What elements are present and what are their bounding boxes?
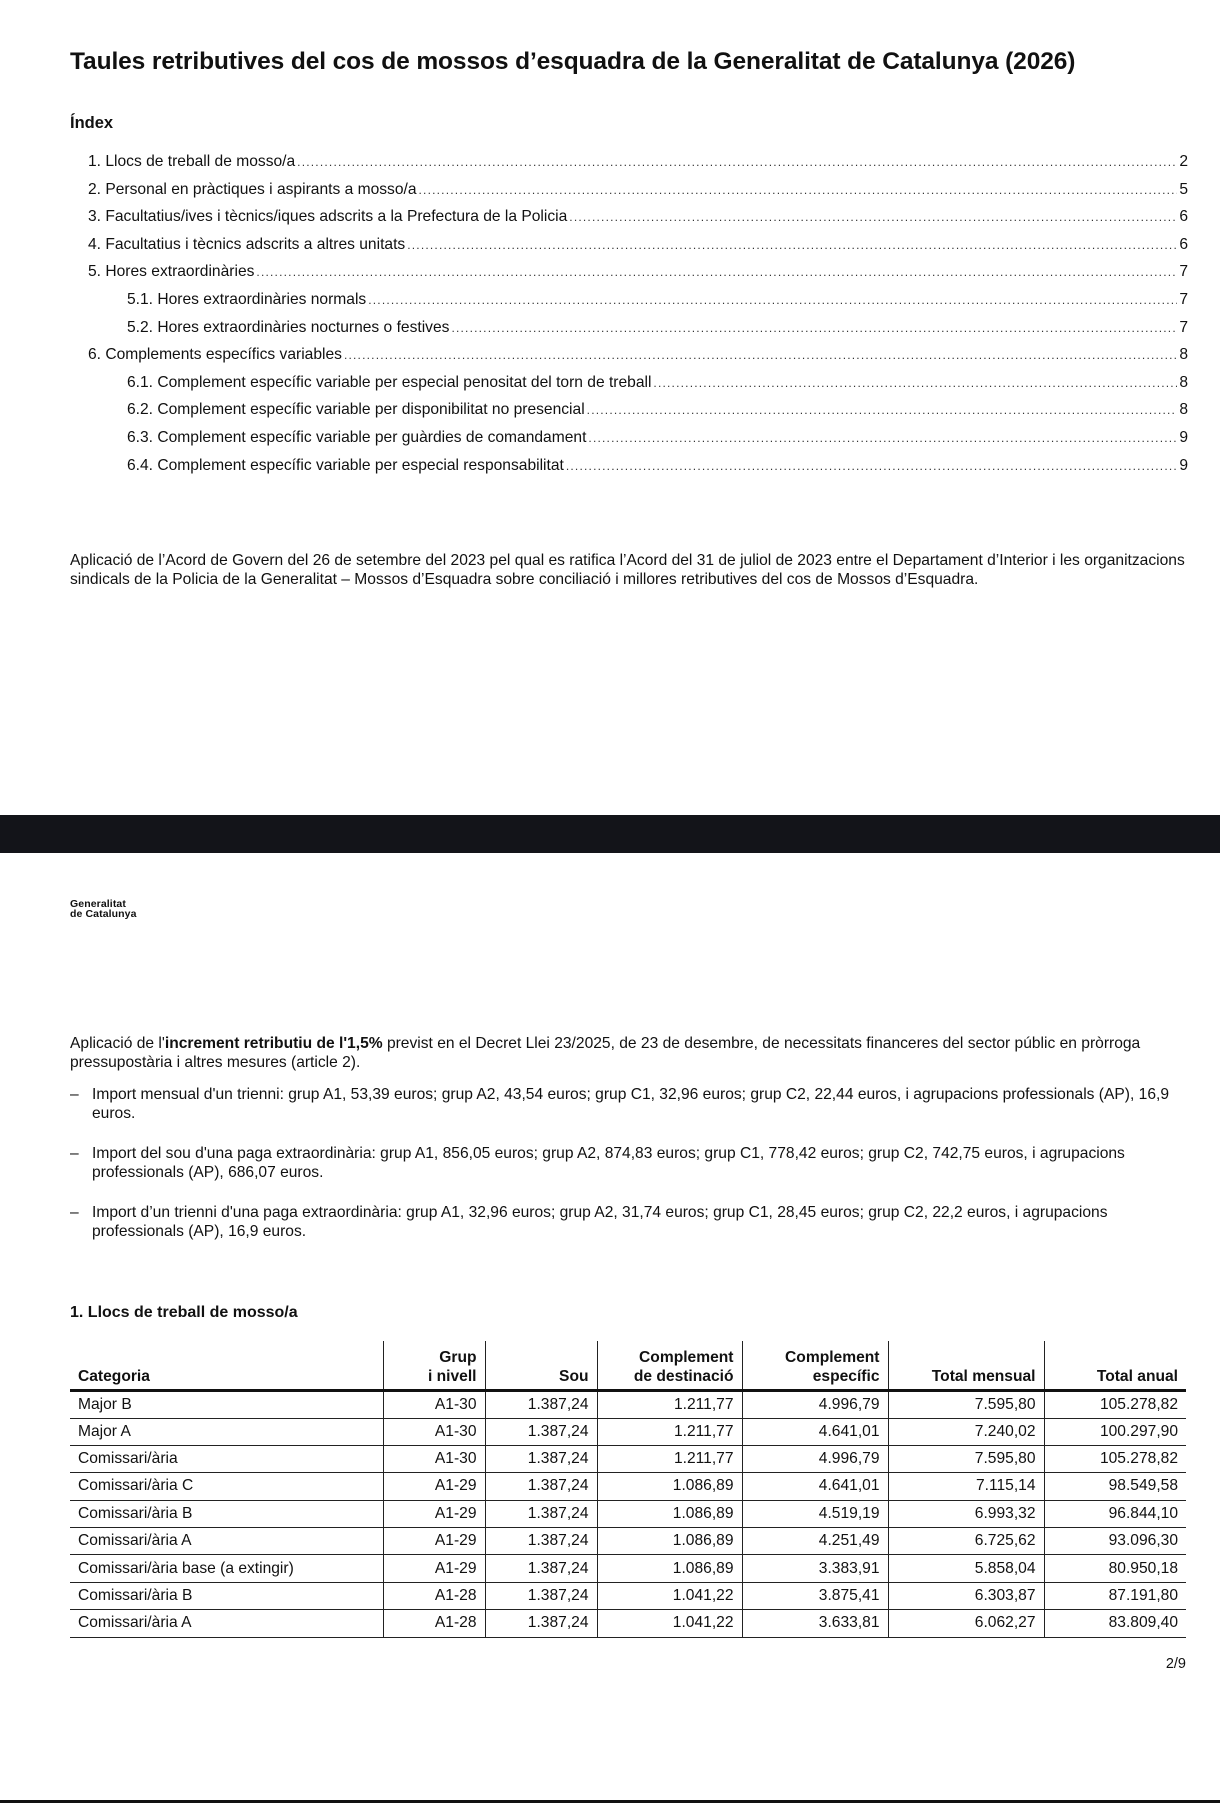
toc-item[interactable]: 3. Facultatius/ives i tècnics/iques adscrits a la Prefectura de la Policia ..... 6 bbox=[88, 208, 1188, 236]
column-header-total-anual: Total anual bbox=[1044, 1341, 1186, 1390]
cell-total-mensual: 7.115,14 bbox=[888, 1473, 1044, 1500]
cell-complement-destinacio: 1.086,89 bbox=[597, 1528, 742, 1555]
leader-dots bbox=[419, 183, 1178, 197]
cell-categoria: Major B bbox=[70, 1390, 383, 1418]
cell-complement-especific: 3.383,91 bbox=[742, 1555, 888, 1582]
logo-line-1: Generalitat bbox=[70, 898, 126, 910]
cell-total-anual: 87.191,80 bbox=[1044, 1582, 1186, 1609]
dash-marker: – bbox=[70, 1086, 79, 1103]
toc-subitem[interactable]: 6.1. Complement específic variable per especial penositat del torn de treball ..... 8 bbox=[88, 374, 1188, 402]
cell-total-mensual: 6.725,62 bbox=[888, 1528, 1044, 1555]
cell-total-mensual: 6.303,87 bbox=[888, 1582, 1044, 1609]
bullet-item bbox=[70, 1144, 1200, 1183]
table-row bbox=[70, 1473, 1186, 1500]
table-row bbox=[70, 1610, 1186, 1637]
cell-total-anual: 83.809,40 bbox=[1044, 1610, 1186, 1637]
toc-subitem[interactable]: 6.2. Complement específic variable per disponibilitat no presencial ..... 8 bbox=[88, 401, 1188, 429]
leader-dots bbox=[569, 210, 1177, 224]
cell-complement-destinacio: 1.086,89 bbox=[597, 1500, 742, 1527]
dash-marker: – bbox=[70, 1144, 79, 1162]
cell-grup-nivell: A1-30 bbox=[383, 1445, 485, 1472]
toc-item[interactable]: 4. Facultatius i tècnics adscrits a altres unitats ..... 6 bbox=[88, 236, 1188, 264]
page-separator bbox=[0, 815, 1220, 853]
toc-page-number: 2 bbox=[1179, 153, 1188, 170]
column-header-sou: Sou bbox=[485, 1341, 597, 1390]
cell-categoria: Comissari/ària A bbox=[70, 1610, 383, 1637]
cell-complement-especific: 3.875,41 bbox=[742, 1582, 888, 1609]
bullet-text: Import del sou d'una paga extraordinària: grup A1, 856,05 euros; grup A2, 874,83 euros; grup C1, 778,42 euros; grup C2, 742,75 euros, i agrupacions professionals (AP), 686,07 euros. bbox=[92, 1144, 1125, 1182]
cell-sou: 1.387,24 bbox=[485, 1418, 597, 1445]
leader-dots bbox=[451, 321, 1177, 335]
generalitat-logo bbox=[70, 899, 137, 919]
bullet-text: Import d’un trienni d'una paga extraordinària: grup A1, 32,96 euros; grup A2, 31,74 euros; grup C1, 28,45 euros; grup C2, 22,2 euros, i agrupacions professionals (AP), 16,9 euros. bbox=[92, 1203, 1108, 1241]
leader-dots bbox=[588, 431, 1177, 445]
leader-dots bbox=[587, 403, 1178, 417]
table-of-contents bbox=[88, 153, 1188, 484]
cell-grup-nivell: A1-28 bbox=[383, 1610, 485, 1637]
toc-page-number: 9 bbox=[1179, 456, 1188, 474]
intro-paragraph: Aplicació de l’Acord de Govern del 26 de setembre del 2023 pel qual es ratifica l’Acord del 31 de juliol de 2023 entre el Departament d’Interior i les organitzacions sindicals de la Policia de la Generalitat – Mossos d’Esquadra sobre conciliació i millores retributives del cos de Mossos d’Esquadra. bbox=[70, 552, 1185, 589]
cell-sou: 1.387,24 bbox=[485, 1528, 597, 1555]
section-title: 1. Llocs de treball de mosso/a bbox=[70, 1304, 298, 1321]
leader-dots bbox=[653, 376, 1177, 390]
column-header-complement-destinacio: Complement de destinació bbox=[597, 1341, 742, 1390]
leader-dots bbox=[368, 293, 1177, 307]
table-row bbox=[70, 1390, 1186, 1418]
toc-page-number: 7 bbox=[1179, 290, 1188, 308]
cell-total-anual: 93.096,30 bbox=[1044, 1528, 1186, 1555]
cell-sou: 1.387,24 bbox=[485, 1582, 597, 1609]
cell-sou: 1.387,24 bbox=[485, 1445, 597, 1472]
leader-dots bbox=[407, 238, 1177, 252]
increment-paragraph bbox=[70, 1034, 1200, 1073]
cell-sou: 1.387,24 bbox=[485, 1555, 597, 1582]
cell-complement-especific: 4.251,49 bbox=[742, 1528, 888, 1555]
page-number: 2/9 bbox=[1165, 1656, 1186, 1672]
cell-complement-destinacio: 1.041,22 bbox=[597, 1610, 742, 1637]
toc-subitem[interactable]: 5.2. Hores extraordinàries nocturnes o festives ..... 7 bbox=[88, 319, 1188, 347]
column-header-grup: Grup i nivell bbox=[383, 1341, 485, 1390]
cell-grup-nivell: A1-29 bbox=[383, 1500, 485, 1527]
cell-total-anual: 96.844,10 bbox=[1044, 1500, 1186, 1527]
cell-total-mensual: 6.993,32 bbox=[888, 1500, 1044, 1527]
toc-page-number: 8 bbox=[1179, 401, 1188, 419]
cell-total-anual: 80.950,18 bbox=[1044, 1555, 1186, 1582]
toc-page-number: 7 bbox=[1179, 263, 1188, 281]
cell-total-mensual: 7.595,80 bbox=[888, 1445, 1044, 1472]
cell-complement-destinacio: 1.211,77 bbox=[597, 1390, 742, 1418]
cell-total-mensual: 7.595,80 bbox=[888, 1390, 1044, 1418]
increment-prefix: Aplicació de l' bbox=[70, 1035, 165, 1052]
cell-total-anual: 105.278,82 bbox=[1044, 1390, 1186, 1418]
index-heading: Índex bbox=[70, 114, 114, 132]
cell-grup-nivell: A1-29 bbox=[383, 1528, 485, 1555]
table-row bbox=[70, 1555, 1186, 1582]
document-page-1 bbox=[0, 0, 1220, 815]
cell-complement-especific: 4.641,01 bbox=[742, 1473, 888, 1500]
leader-dots bbox=[566, 459, 1177, 473]
table-row bbox=[70, 1445, 1186, 1472]
cell-total-mensual: 6.062,27 bbox=[888, 1610, 1044, 1637]
toc-item[interactable]: 2. Personal en pràctiques i aspirants a mosso/a ..... 5 bbox=[88, 181, 1188, 209]
cell-categoria: Comissari/ària A bbox=[70, 1528, 383, 1555]
table-row bbox=[70, 1418, 1186, 1445]
bullet-item bbox=[70, 1085, 1200, 1124]
cell-sou: 1.387,24 bbox=[485, 1473, 597, 1500]
toc-page-number: 6 bbox=[1179, 208, 1188, 226]
toc-subitem[interactable]: 6.4. Complement específic variable per especial responsabilitat ..... 9 bbox=[88, 457, 1188, 485]
table-row bbox=[70, 1528, 1186, 1555]
cell-total-anual: 100.297,90 bbox=[1044, 1418, 1186, 1445]
cell-complement-destinacio: 1.086,89 bbox=[597, 1555, 742, 1582]
toc-item[interactable]: 6. Complements específics variables ..... 8 bbox=[88, 346, 1188, 374]
bullet-item bbox=[70, 1203, 1200, 1242]
toc-page-number: 9 bbox=[1179, 428, 1188, 446]
cell-total-anual: 105.278,82 bbox=[1044, 1445, 1186, 1472]
cell-categoria: Comissari/ària C bbox=[70, 1473, 383, 1500]
cell-complement-especific: 3.633,81 bbox=[742, 1610, 888, 1637]
cell-grup-nivell: A1-29 bbox=[383, 1555, 485, 1582]
toc-page-number: 5 bbox=[1179, 180, 1188, 198]
cell-complement-destinacio: 1.211,77 bbox=[597, 1445, 742, 1472]
cell-complement-especific: 4.996,79 bbox=[742, 1390, 888, 1418]
logo-line-2: de Catalunya bbox=[70, 908, 137, 920]
cell-grup-nivell: A1-29 bbox=[383, 1473, 485, 1500]
cell-complement-destinacio: 1.211,77 bbox=[597, 1418, 742, 1445]
column-header-categoria: Categoria bbox=[70, 1341, 383, 1390]
toc-page-number: 6 bbox=[1179, 235, 1188, 253]
increment-suffix: previst en el Decret Llei 23/2025, de 23 de desembre, de necessitats financeres del sector públic en pròrroga pressupostària i altres mesures (article 2). bbox=[70, 1035, 1141, 1072]
toc-page-number: 8 bbox=[1179, 373, 1188, 391]
cell-sou: 1.387,24 bbox=[485, 1610, 597, 1637]
table-header-row bbox=[70, 1341, 1186, 1390]
dash-marker: – bbox=[70, 1203, 79, 1221]
document-title: Taules retributives del cos de mossos d’esquadra de la Generalitat de Catalunya (2026) bbox=[70, 48, 1076, 75]
leader-dots bbox=[256, 265, 1177, 279]
cell-categoria: Comissari/ària B bbox=[70, 1582, 383, 1609]
column-header-complement-especific: Complement específic bbox=[742, 1341, 888, 1390]
cell-complement-destinacio: 1.086,89 bbox=[597, 1473, 742, 1500]
toc-page-number: 8 bbox=[1179, 346, 1188, 364]
cell-categoria: Comissari/ària bbox=[70, 1445, 383, 1472]
bullet-text: Import mensual d'un trienni: grup A1, 53,39 euros; grup A2, 43,54 euros; grup C1, 32,96 euros; grup C2, 22,44 euros, i agrupacions professionals (AP), 16,9 euros. bbox=[92, 1086, 1169, 1123]
document-page-2 bbox=[0, 853, 1220, 1803]
cell-total-anual: 98.549,58 bbox=[1044, 1473, 1186, 1500]
toc-subitem[interactable]: 6.3. Complement específic variable per guàrdies de comandament ..... 9 bbox=[88, 429, 1188, 457]
cell-grup-nivell: A1-30 bbox=[383, 1390, 485, 1418]
cell-complement-especific: 4.641,01 bbox=[742, 1418, 888, 1445]
cell-complement-destinacio: 1.041,22 bbox=[597, 1582, 742, 1609]
pay-table bbox=[70, 1341, 1186, 1638]
cell-grup-nivell: A1-28 bbox=[383, 1582, 485, 1609]
table-row bbox=[70, 1582, 1186, 1609]
toc-page-number: 7 bbox=[1179, 318, 1188, 336]
cell-sou: 1.387,24 bbox=[485, 1390, 597, 1418]
toc-item[interactable]: 1. Llocs de treball de mosso/a ..... 2 bbox=[88, 153, 1188, 181]
leader-dots bbox=[344, 348, 1177, 362]
cell-complement-especific: 4.996,79 bbox=[742, 1445, 888, 1472]
cell-sou: 1.387,24 bbox=[485, 1500, 597, 1527]
cell-categoria: Comissari/ària B bbox=[70, 1500, 383, 1527]
cell-total-mensual: 7.240,02 bbox=[888, 1418, 1044, 1445]
toc-item[interactable]: 5. Hores extraordinàries ..... 7 bbox=[88, 263, 1188, 291]
leader-dots bbox=[297, 155, 1177, 169]
cell-grup-nivell: A1-30 bbox=[383, 1418, 485, 1445]
increment-highlight: increment retributiu de l'1,5% bbox=[164, 1035, 383, 1052]
cell-categoria: Major A bbox=[70, 1418, 383, 1445]
toc-subitem[interactable]: 5.1. Hores extraordinàries normals ..... 7 bbox=[88, 291, 1188, 319]
column-header-total-mensual: Total mensual bbox=[888, 1341, 1044, 1390]
bullet-list bbox=[70, 1085, 1200, 1261]
table-row bbox=[70, 1500, 1186, 1527]
cell-total-mensual: 5.858,04 bbox=[888, 1555, 1044, 1582]
cell-complement-especific: 4.519,19 bbox=[742, 1500, 888, 1527]
cell-categoria: Comissari/ària base (a extingir) bbox=[70, 1555, 383, 1582]
